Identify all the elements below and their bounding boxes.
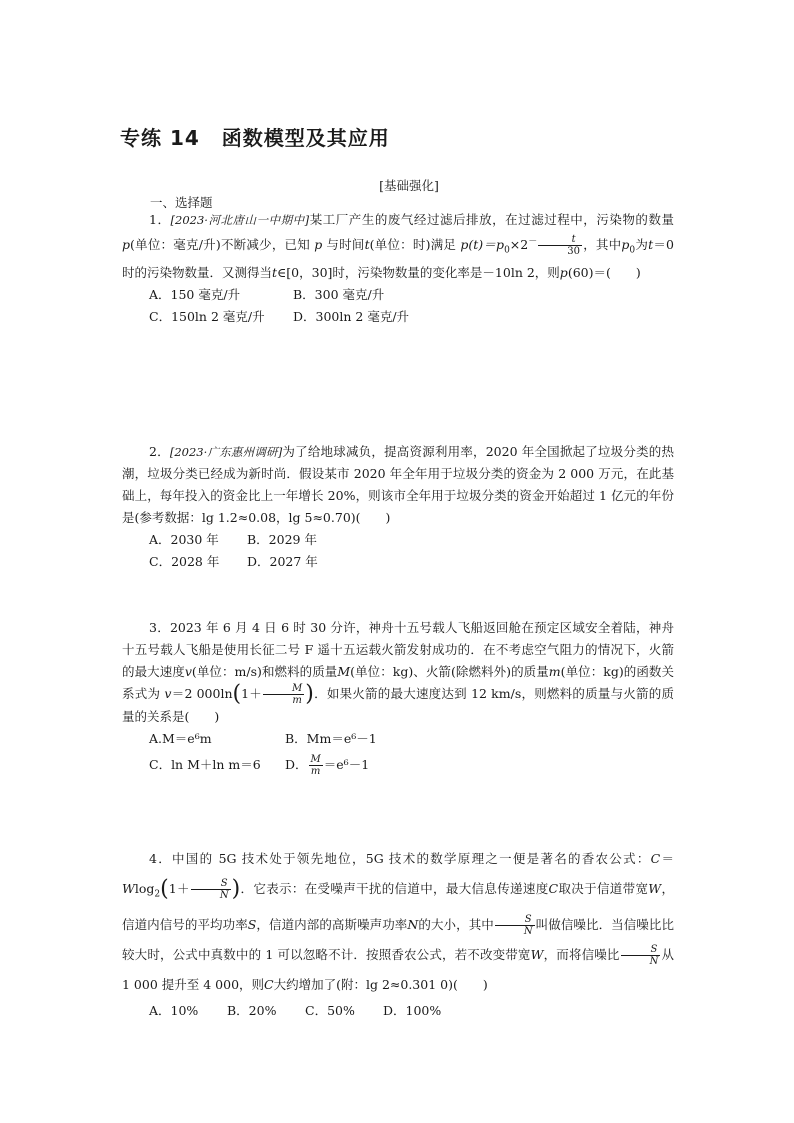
option-b[interactable]: B．20%	[227, 1002, 277, 1018]
category-heading: 一、选择题	[150, 195, 213, 210]
option-c[interactable]: C．150ln 2 毫克/升	[149, 308, 265, 324]
option-b[interactable]: B．300 毫克/升	[293, 286, 385, 302]
question-2-options	[149, 529, 674, 573]
option-d[interactable]: D．100%	[383, 1002, 442, 1018]
option-c[interactable]: C．ln M＋ln m＝6	[149, 757, 261, 772]
option-d[interactable]: D．300ln 2 毫克/升	[293, 308, 410, 324]
fraction-t-30: $\frac{t}{30}$	[538, 234, 582, 257]
title-main: 函数模型及其应用	[221, 126, 390, 150]
question-3-options	[149, 728, 674, 780]
option-a[interactable]: A．150 毫克/升	[149, 286, 241, 302]
section-heading	[0, 176, 794, 194]
question-2	[122, 441, 674, 573]
question-3-stem: 3．2023 年 6 月 4 日 6 时 30 分许，神舟十五号载人飞船返回舱在预定区域安全着陆，神舟十五号载人飞船是使用长征二号 F 遥十五运载火箭发射成功的．在不考虑空气阻力的情况下，火箭的最大速度v(单位：m/s)和燃料的质量M(单位：kg)、火箭(除燃料外)的质量m(单位：kg)的函数关系式为 v＝2 000ln(1＋ $\frac{M}{m}$ )．如果火箭的最大速度达到 12 km/s，则燃料的质量与火箭的质量的关系是( )	[122, 620, 675, 724]
question-4-stem: 4．中国的 5G 技术处于领先地位，5G 技术的数学原理之一便是著名的香农公式：C＝Wlog$_2$(1＋ $\frac{S}{N}$ )．它表示：在受噪声干扰的信道中，最大信息传递速度C取决于信道带宽W，信道内信号的平均功率S，信道内部的高斯噪声功率N的大小，其中 $\frac{S}{N}$ 叫做信噪比．当信噪比比较大时，公式中真数中的 1 可以忽略不计．按照香农公式，若不改变带宽W，而将信噪比 $\frac{S}{N}$ 从 1 000 提升至 4 000，则C大约增加了(附：lg 2≈0.301 0)( )	[122, 851, 674, 992]
section-label: [基础强化]	[379, 178, 439, 193]
question-2-source: [2023·广东惠州调研]	[169, 445, 283, 459]
option-a[interactable]: A．2030 年	[149, 532, 219, 547]
option-a[interactable]: A．10%	[149, 1002, 199, 1018]
question-1-options	[149, 284, 674, 328]
question-4	[122, 844, 674, 1022]
option-b[interactable]: B．Mm＝e⁶－1	[285, 731, 377, 746]
question-1-source: [2023·河北唐山一中期中]	[170, 213, 310, 227]
option-a[interactable]: A.M＝e⁶m	[149, 731, 212, 746]
question-3	[122, 617, 674, 780]
option-c[interactable]: C．50%	[305, 1002, 355, 1018]
question-2-stem: 2．[2023·广东惠州调研]为了给地球减负，提高资源利用率，2020 年全国掀起了垃圾分类的热潮，垃圾分类已经成为新时尚．假设某市 2020 年全年用于垃圾分类的资金为 2 000 万元，在此基础上，每年投入的资金比上一年增长 20%，则该市全年用于垃圾分类的资金开始超过 1 亿元的年份是(参考数据：lg 1.2≈0.08，lg 5≈0.70)( )	[122, 444, 674, 525]
option-d[interactable]: D． $\frac{M}{m}$ ＝e⁶－1	[285, 754, 370, 777]
option-d[interactable]: D．2027 年	[247, 554, 318, 569]
fraction-S-N: $\frac{S}{N}$	[191, 878, 231, 901]
page-title	[120, 122, 390, 151]
question-4-options	[149, 1000, 674, 1022]
question-1-stem: 1．[2023·河北唐山一中期中]某工厂产生的废气经过滤后排放，在过滤过程中，污染物的数量p(单位：毫克/升)不断减少，已知 p 与时间t(单位：时)满足 $p(t)=p_0\times 2^-$ $\frac{t}{30}$ ，其中$p_0$为t＝0 时的污染物数量．又测得当t∈[0，30]时，污染物数量的变化率是－10ln 2，则p(60)＝( )	[122, 212, 675, 280]
fraction-M-m: $\frac{M}{m}$	[263, 683, 304, 706]
question-1	[122, 209, 674, 328]
option-b[interactable]: B．2029 年	[247, 532, 317, 547]
title-prefix: 专练 14	[120, 126, 200, 150]
option-c[interactable]: C．2028 年	[149, 554, 220, 569]
